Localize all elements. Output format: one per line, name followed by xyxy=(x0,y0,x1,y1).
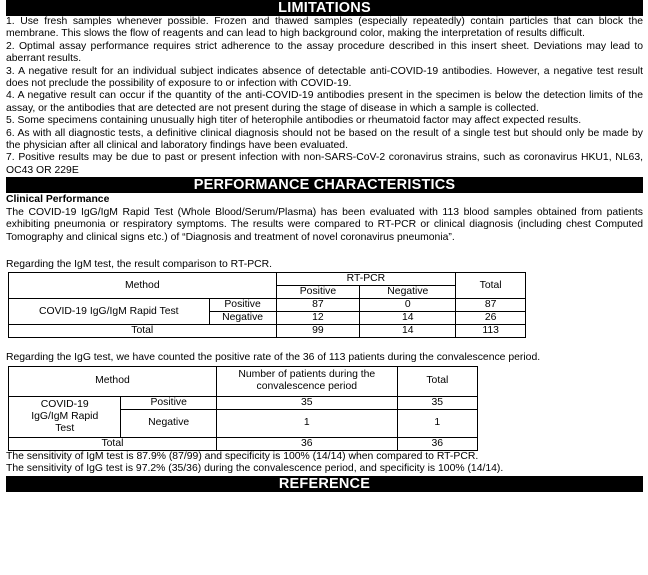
igm-caption: Regarding the IgM test, the result comparison to RT-PCR. xyxy=(6,258,273,270)
table-cell: 1 xyxy=(397,409,477,437)
igm-negative-header: Negative xyxy=(360,286,456,299)
igg-row-negative-label: Negative xyxy=(121,409,216,437)
table-cell: 36 xyxy=(216,437,397,450)
table-cell: 0 xyxy=(360,299,456,312)
table-cell: 26 xyxy=(456,312,526,325)
table-cell: 113 xyxy=(456,325,526,338)
igm-row-negative-label: Negative xyxy=(209,312,276,325)
limitations-heading: LIMITATIONS xyxy=(6,0,643,16)
clinical-performance-subtitle: Clinical Performance xyxy=(6,194,110,206)
limitation-item-1: 1. Use fresh samples whenever possible. Frozen and thawed samples (especially repeatedly) contain particles that can block the membrane. This slows the flow of reagents and can lead to high background color, making the interpretation of results difficult. xyxy=(6,16,643,40)
igg-row-positive-label: Positive xyxy=(121,396,216,409)
igm-rtpcr-header: RT-PCR xyxy=(276,273,456,286)
table-cell: 14 xyxy=(360,325,456,338)
igm-row-total-label: Total xyxy=(9,325,277,338)
igm-total-header: Total xyxy=(456,273,526,299)
igg-row-total-label: Total xyxy=(9,437,217,450)
igg-sensitivity-note: The sensitivity of IgG test is 97.2% (35/36) during the convalescence period, and specificity is 100% (14/14). xyxy=(6,463,504,475)
igm-method-header: Method xyxy=(9,273,277,299)
table-cell: 99 xyxy=(276,325,360,338)
limitation-item-7: 7. Positive results may be due to past or present infection with non-SARS-CoV-2 coronavirus strains, such as coronavirus HKU1, NL63, OC43 OR 229E xyxy=(6,152,643,176)
limitation-item-4: 4. A negative result can occur if the quantity of the anti-COVID-19 antibodies present in the specimen is below the detection limits of the assay, or the antibodies that are detected are not present during the stage of disease in which a sample is collected. xyxy=(6,90,643,114)
reference-heading: REFERENCE xyxy=(6,476,643,492)
table-cell: 14 xyxy=(360,312,456,325)
igg-test-name: COVID-19 IgG/IgM Rapid Test xyxy=(9,396,121,437)
performance-intro: The COVID-19 IgG/IgM Rapid Test (Whole Blood/Serum/Plasma) has been evaluated with 113 blood samples obtained from patients exhibiting pneumonia or respiratory symptoms. The results were compared to RT-PCR or clinical diagnosis (including chest Computed Tomography and clinical signs etc.) of “Diagnosis and treatment of novel coronavirus pneumonia”. xyxy=(6,206,643,243)
table-cell: 36 xyxy=(397,437,477,450)
table-cell: 35 xyxy=(216,396,397,409)
igg-method-header: Method xyxy=(9,366,217,396)
igg-patients-header: Number of patients during the convalescence period xyxy=(216,366,397,396)
table-cell: 12 xyxy=(276,312,360,325)
igm-positive-header: Positive xyxy=(276,286,360,299)
igg-total-header: Total xyxy=(397,366,477,396)
igm-test-name: COVID-19 IgG/IgM Rapid Test xyxy=(9,299,210,325)
table-cell: 1 xyxy=(216,409,397,437)
table-cell: 87 xyxy=(276,299,360,312)
igg-caption: Regarding the IgG test, we have counted the positive rate of the 36 of 113 patients during the convalescence period. xyxy=(6,352,541,364)
igm-sensitivity-note: The sensitivity of IgM test is 87.9% (87/99) and specificity is 100% (14/14) when compared to RT-PCR. xyxy=(6,450,479,462)
performance-heading: PERFORMANCE CHARACTERISTICS xyxy=(6,177,643,193)
table-cell: 87 xyxy=(456,299,526,312)
igg-convalescence-table xyxy=(8,366,478,451)
igm-row-positive-label: Positive xyxy=(209,299,276,312)
igm-comparison-table xyxy=(8,272,526,338)
table-cell: 35 xyxy=(397,396,477,409)
limitation-item-2: 2. Optimal assay performance requires strict adherence to the assay procedure described in this insert sheet. Deviations may lead to aberrant results. xyxy=(6,40,643,65)
limitation-item-6: 6. As with all diagnostic tests, a definitive clinical diagnosis should not be based on the result of a single test but should only be made by the physician after all clinical and laboratory findings have been evaluated. xyxy=(6,127,643,152)
limitation-item-3: 3. A negative result for an individual subject indicates absence of detectable anti-COVID-19 antibodies. However, a negative test result does not preclude the possibility of exposure to or infection with COVID-19. xyxy=(6,65,643,90)
limitation-item-5: 5. Some specimens containing unusually high titer of heterophile antibodies or rheumatoid factor may affect expected results. xyxy=(6,115,582,127)
